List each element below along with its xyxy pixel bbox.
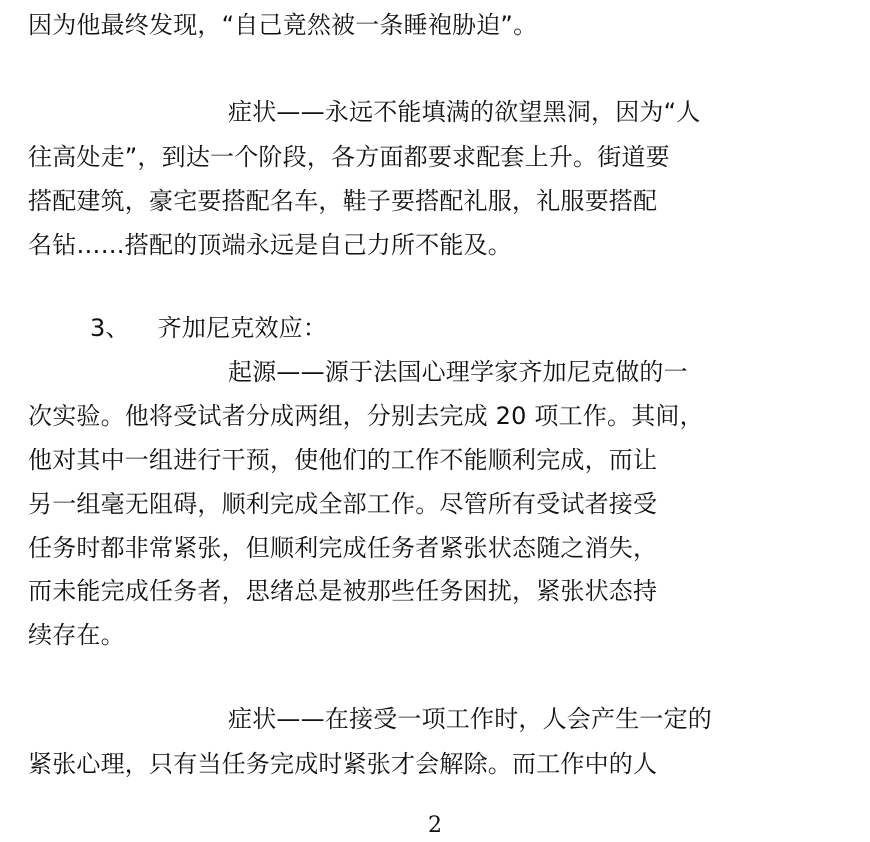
paragraph-intro-tail-line: 因为他最终发现，“自己竟然被一条睡袍胁迫”。 [28,11,538,39]
paragraph-origin-line: 次实验。他将受试者分成两组，分别去完成 20 项工作。其间， [28,402,704,430]
paragraph-symptom1-line: 名钻……搭配的顶端永远是自己力所不能及。 [28,231,512,259]
paragraph-origin-line: 而未能完成任务者，思绪总是被那些任务困扰，紧张状态持 [28,577,658,605]
paragraph-symptom2-line: 紧张心理，只有当任务完成时紧张才会解除。而工作中的人 [28,750,658,778]
section-number: 3、 [90,314,130,342]
paragraph-symptom1-line: 症状——永远不能填满的欲望黑洞，因为“人 [228,98,701,126]
paragraph-origin-line: 他对其中一组进行干预，使他们的工作不能顺利完成，而让 [28,446,658,474]
paragraph-origin-line: 另一组毫无阻碍，顺利完成全部工作。尽管所有受试者接受 [28,490,658,518]
paragraph-symptom1-line: 往高处走”，到达一个阶段，各方面都要求配套上升。街道要 [28,143,670,171]
section-heading [28,313,844,343]
page-number: 2 [428,813,442,838]
paragraph-origin-line: 任务时都非常紧张，但顺利完成任务者紧张状态随之消失， [28,534,658,562]
paragraph-origin-line: 起源——源于法国心理学家齐加尼克做的一 [228,358,688,386]
paragraph-symptom1-line: 搭配建筑，豪宅要搭配名车，鞋子要搭配礼服，礼服要搭配 [28,187,658,215]
paragraph-symptom2-line: 症状——在接受一项工作时，人会产生一定的 [228,705,712,733]
paragraph-origin-line: 续存在。 [28,621,125,649]
section-title: 齐加尼克效应： [157,314,328,342]
